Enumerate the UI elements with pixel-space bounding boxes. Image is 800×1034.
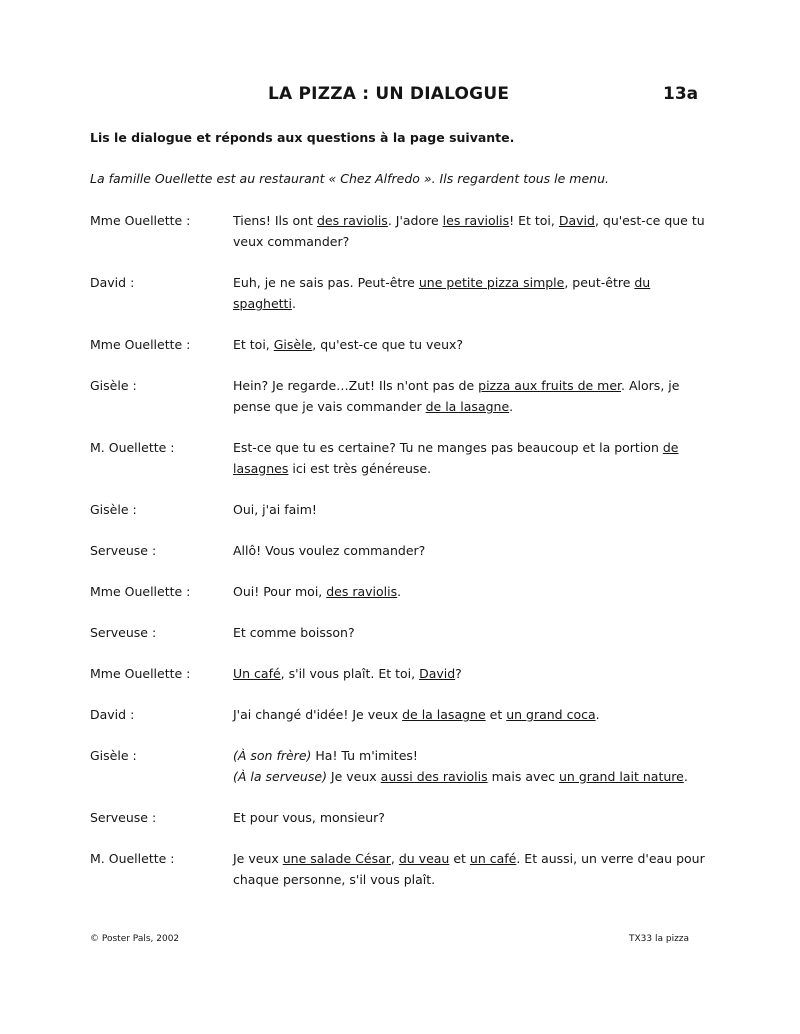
underlined-phrase: Un café	[233, 666, 281, 681]
speech-text	[233, 663, 713, 684]
speech-text	[233, 622, 713, 643]
footer-copyright: © Poster Pals, 2002	[90, 934, 180, 944]
speech-fragment: Est-ce que tu es certaine? Tu ne manges pas beaucoup et la portion	[233, 440, 663, 455]
underlined-phrase: des raviolis	[316, 213, 388, 228]
underlined-phrase: les raviolis	[442, 213, 510, 228]
dialogue-line	[90, 272, 730, 314]
page-code: 13a	[663, 84, 699, 104]
underlined-phrase: un grand coca	[506, 707, 596, 722]
dialogue-line	[90, 622, 730, 643]
speaker-name: Mme Ouellette :	[90, 666, 191, 681]
dialogue-line	[90, 334, 730, 355]
underlined-phrase: une salade César	[282, 851, 391, 866]
speech-fragment: et	[449, 851, 470, 866]
underlined-phrase: Gisèle	[273, 337, 313, 352]
speech-fragment: Et pour vous, monsieur?	[233, 810, 385, 825]
underlined-phrase: de la lasagne	[425, 399, 510, 414]
speaker-name: M. Ouellette :	[90, 851, 175, 866]
speech-text	[233, 540, 713, 561]
underlined-phrase: des raviolis	[326, 584, 398, 599]
speaker-name: Mme Ouellette :	[90, 213, 191, 228]
speech-fragment: , qu'est-ce que tu veux commander?	[233, 213, 705, 249]
speech-fragment: ,	[390, 851, 399, 866]
dialogue-line	[90, 745, 730, 787]
underlined-phrase: David	[558, 213, 595, 228]
speech-fragment: ! Et toi,	[509, 213, 559, 228]
speech-text	[233, 745, 713, 787]
speech-fragment: Allô! Vous voulez commander?	[233, 543, 426, 558]
speaker-name: Gisèle :	[90, 502, 137, 517]
underlined-phrase: une petite pizza simple	[418, 275, 565, 290]
speech-fragment: . J'adore	[387, 213, 443, 228]
intro-text: La famille Ouellette est au restaurant « Chez Alfredo ». Ils regardent tous le menu.	[90, 171, 609, 186]
speech-fragment: .	[509, 399, 514, 414]
speech-fragment: , s'il vous plaît. Et toi,	[280, 666, 420, 681]
speech-fragment: .	[397, 584, 402, 599]
dialogue-line	[90, 540, 730, 561]
underlined-phrase: David	[419, 666, 456, 681]
footer-code: TX33 la pizza	[629, 934, 690, 944]
speaker-name: Serveuse :	[90, 543, 157, 558]
dialogue-line	[90, 437, 730, 479]
dialogue-line	[90, 581, 730, 602]
speaker-name: Gisèle :	[90, 748, 137, 763]
speaker-name: Gisèle :	[90, 378, 137, 393]
speech-fragment: .	[595, 707, 600, 722]
speech-fragment: Oui! Pour moi,	[233, 584, 327, 599]
speech-fragment: Oui, j'ai faim!	[233, 502, 317, 517]
speech-fragment: Ha! Tu m'imites!	[311, 748, 418, 763]
underlined-phrase: du veau	[398, 851, 450, 866]
speech-text	[233, 210, 713, 252]
speaker-name: David :	[90, 707, 135, 722]
speaker-name: Serveuse :	[90, 810, 157, 825]
speaker-name: Serveuse :	[90, 625, 157, 640]
underlined-phrase: un grand lait nature	[559, 769, 684, 784]
underlined-phrase: pizza aux fruits de mer	[478, 378, 622, 393]
speech-text	[233, 437, 713, 479]
underlined-phrase: du spaghetti	[233, 275, 651, 311]
speech-fragment: Je veux	[233, 851, 283, 866]
speech-fragment: ici est très généreuse.	[288, 461, 432, 476]
speech-fragment: .	[291, 296, 296, 311]
dialogue-line	[90, 375, 730, 417]
speech-fragment: Tiens! Ils ont	[233, 213, 317, 228]
speech-text	[233, 704, 713, 725]
speech-fragment: mais avec	[487, 769, 559, 784]
dialogue-line	[90, 499, 730, 520]
dialogue-line	[90, 210, 730, 252]
page-title: LA PIZZA : UN DIALOGUE	[268, 84, 510, 104]
speech-fragment: Je veux	[326, 769, 381, 784]
speaker-name: M. Ouellette :	[90, 440, 175, 455]
speech-fragment: Hein? Je regarde…Zut! Ils n'ont pas de	[233, 378, 479, 393]
speech-fragment: J'ai changé d'idée! Je veux	[233, 707, 403, 722]
speech-fragment: , peut-être	[564, 275, 635, 290]
instructions: Lis le dialogue et réponds aux questions à la page suivante.	[90, 130, 515, 145]
stage-direction: (À la serveuse)	[233, 769, 327, 784]
speech-text	[233, 499, 713, 520]
speech-fragment: Et toi,	[233, 337, 274, 352]
stage-direction: (À son frère)	[233, 748, 312, 763]
speech-fragment: . Et aussi, un verre d'eau pour chaque personne, s'il vous plaît.	[233, 851, 705, 887]
speaker-name: David :	[90, 275, 135, 290]
speech-fragment: . Alors, je pense que je vais commander	[233, 378, 680, 414]
speech-fragment: Et comme boisson?	[233, 625, 355, 640]
underlined-phrase: de la lasagne	[402, 707, 486, 722]
dialogue-line	[90, 663, 730, 684]
page-header	[0, 84, 800, 110]
speech-text	[233, 272, 713, 314]
dialogue-line	[90, 848, 730, 890]
speech-text	[233, 375, 713, 417]
speech-fragment: .	[683, 769, 688, 784]
speech-fragment: Euh, je ne sais pas. Peut-être	[233, 275, 419, 290]
speech-fragment: , qu'est-ce que tu veux?	[312, 337, 464, 352]
speech-text	[233, 334, 713, 355]
speech-fragment: et	[485, 707, 507, 722]
speech-text	[233, 581, 713, 602]
underlined-phrase: un café	[469, 851, 517, 866]
dialogue-line	[90, 807, 730, 828]
speech-text	[233, 848, 713, 890]
speech-text	[233, 807, 713, 828]
speech-fragment: ?	[455, 666, 462, 681]
speaker-name: Mme Ouellette :	[90, 337, 191, 352]
dialogue	[90, 210, 730, 890]
dialogue-line	[90, 704, 730, 725]
underlined-phrase: aussi des raviolis	[380, 769, 488, 784]
speaker-name: Mme Ouellette :	[90, 584, 191, 599]
underlined-phrase: de lasagnes	[233, 440, 679, 476]
